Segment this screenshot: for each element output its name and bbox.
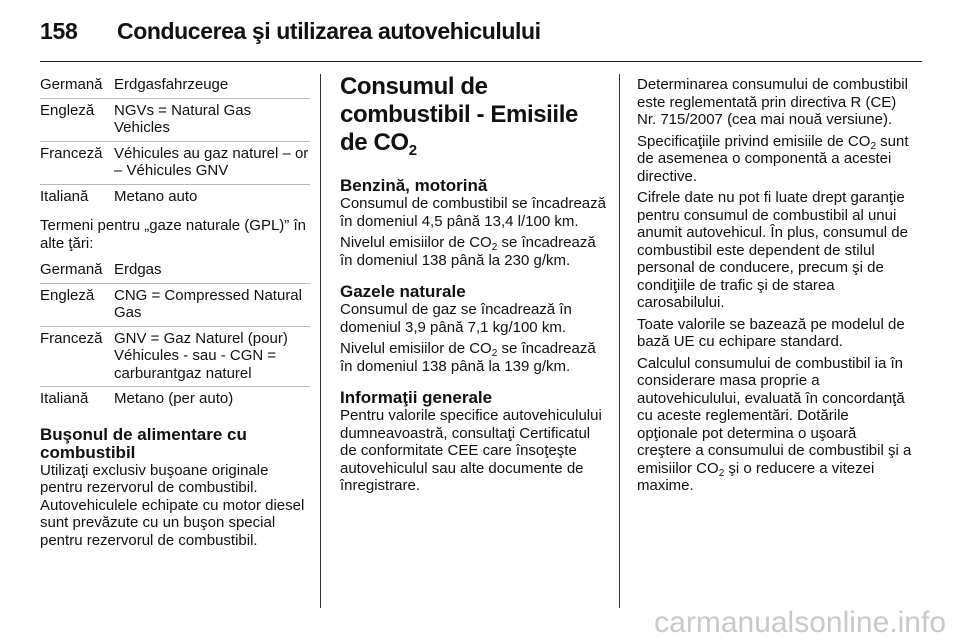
table-row: [40, 99, 310, 142]
emissions-spec-text: [637, 133, 912, 186]
language-cell: Italiană: [40, 390, 89, 407]
text-run: Calculul consumului de combustibil ia în considerare masa proprie a autovehiculului, evaluată în concordanţă cu aceste reglementări. Dotările opţionale pot determina o uşoară creştere a consumului de combustibil şi a emisiilor CO: [637, 354, 912, 477]
watermark: carmanualsonline.info: [654, 606, 946, 639]
term-cell: NGVs = Natural Gas Vehicles: [114, 101, 252, 136]
column-divider-2: [619, 74, 620, 608]
table-row: [40, 142, 310, 185]
subscript: 2: [491, 348, 498, 359]
term-cell: Erdgas: [114, 261, 162, 278]
gpl-intro-text: Termeni pentru „gaze naturale (GPL)” în alte ţări:: [40, 217, 306, 252]
section-title-subscript: 2: [408, 142, 417, 159]
header-rule: [40, 61, 922, 62]
term-cell: GNV = Gaz Naturel (pour) Véhicules - sau - CGN = carburantgaz naturel: [114, 329, 288, 382]
section-title-text: Consumul de combustibil - Emisiile de CO: [340, 73, 578, 156]
text-run: se încadrează în domeniul 138 până la 139 g/km.: [340, 340, 596, 375]
subscript: 2: [491, 242, 498, 253]
text-run: se încadrează în domeniul 138 până la 230 g/km.: [340, 234, 596, 269]
regulation-text: Determinarea consumului de combustibil este reglementată prin directiva R (CE) Nr. 715/2007 (cea mai nouă versiune).: [637, 76, 908, 128]
page-header: [40, 14, 922, 54]
language-cell: Germană: [40, 76, 103, 93]
table-row: [40, 387, 310, 412]
page-number: 158: [40, 18, 78, 44]
language-cell: Engleză: [40, 101, 95, 119]
term-cell: Véhicules au gaz naturel – or – Véhicules GNV: [114, 144, 309, 179]
term-cell: Erdgasfahrzeuge: [114, 76, 229, 93]
text-run: Nivelul emisiilor de CO: [340, 340, 492, 357]
natural-gas-heading: Gazele naturale: [340, 282, 466, 301]
subscript: 2: [870, 140, 876, 152]
petrol-diesel-heading: Benzină, motorină: [340, 176, 488, 195]
general-info-heading: Informaţii generale: [340, 388, 493, 407]
petrol-emissions-text: [340, 234, 608, 269]
subscript: 2: [718, 467, 725, 479]
guarantee-text: Cifrele date nu pot fi luate drept garanţie pentru consumul de combustibil al unui anumit autovehicul. În plus, consumul de combustibil este dependent de stilul personal de conducere, precum şi de condiţiile de trafic şi de starea carosabilului.: [637, 189, 908, 311]
column-1: [40, 76, 310, 553]
general-info-text: Pentru valorile specifice autovehiculului dumneavoastră, consultaţi Certificatul de conformitate CEE care însoţeşte autovehiculul sau alte documente de înregistrare.: [340, 407, 602, 494]
fuel-cap-heading: Buşonul de alimentare cu combustibil: [40, 424, 247, 462]
table-row: [40, 258, 310, 284]
ngv-terms-table: [40, 76, 310, 209]
language-cell: Franceză: [40, 144, 103, 162]
term-cell: Metano (per auto): [114, 390, 234, 407]
term-cell: CNG = Compressed Natural Gas: [114, 286, 302, 321]
eu-model-text: Toate valorile se bazează pe modelul de bază UE cu echipare standard.: [637, 315, 905, 350]
calculation-text: [637, 355, 912, 495]
language-cell: Germană: [40, 261, 103, 278]
table-row: [40, 185, 310, 210]
petrol-consumption-text: Consumul de combustibil se încadrează în domeniul 4,5 până 13,4 l/100 km.: [340, 195, 606, 230]
column-divider-1: [320, 74, 321, 608]
cng-terms-table: [40, 258, 310, 412]
language-cell: Italiană: [40, 187, 89, 205]
language-cell: Franceză: [40, 329, 103, 347]
fuel-cap-text: Utilizaţi exclusiv buşoane originale pentru rezervorul de combustibil. Autovehiculele echipate cu motor diesel sunt prevăzute cu un buşon special pentru rezervorul de combustibil.: [40, 461, 305, 549]
chapter-title: Conducerea şi utilizarea autovehiculului: [117, 18, 541, 44]
table-row: [40, 76, 310, 99]
column-2: [340, 73, 608, 499]
text-run: Specificaţiile privind emisiile de CO: [637, 132, 871, 150]
section-title: [340, 73, 608, 157]
column-3: [637, 76, 912, 499]
table-row: [40, 327, 310, 388]
table-row: [40, 284, 310, 327]
gas-emissions-text: [340, 340, 608, 375]
text-run: Nivelul emisiilor de CO: [340, 234, 492, 251]
language-cell: Engleză: [40, 286, 95, 304]
term-cell: Metano auto: [114, 187, 198, 205]
gas-consumption-text: Consumul de gaz se încadrează în domeniul 3,9 până 7,1 kg/100 km.: [340, 301, 572, 336]
text-run: sunt de asemenea o componentă a acestei directive.: [637, 132, 909, 185]
text-run: şi o reducere a vitezei maxime.: [637, 459, 875, 494]
